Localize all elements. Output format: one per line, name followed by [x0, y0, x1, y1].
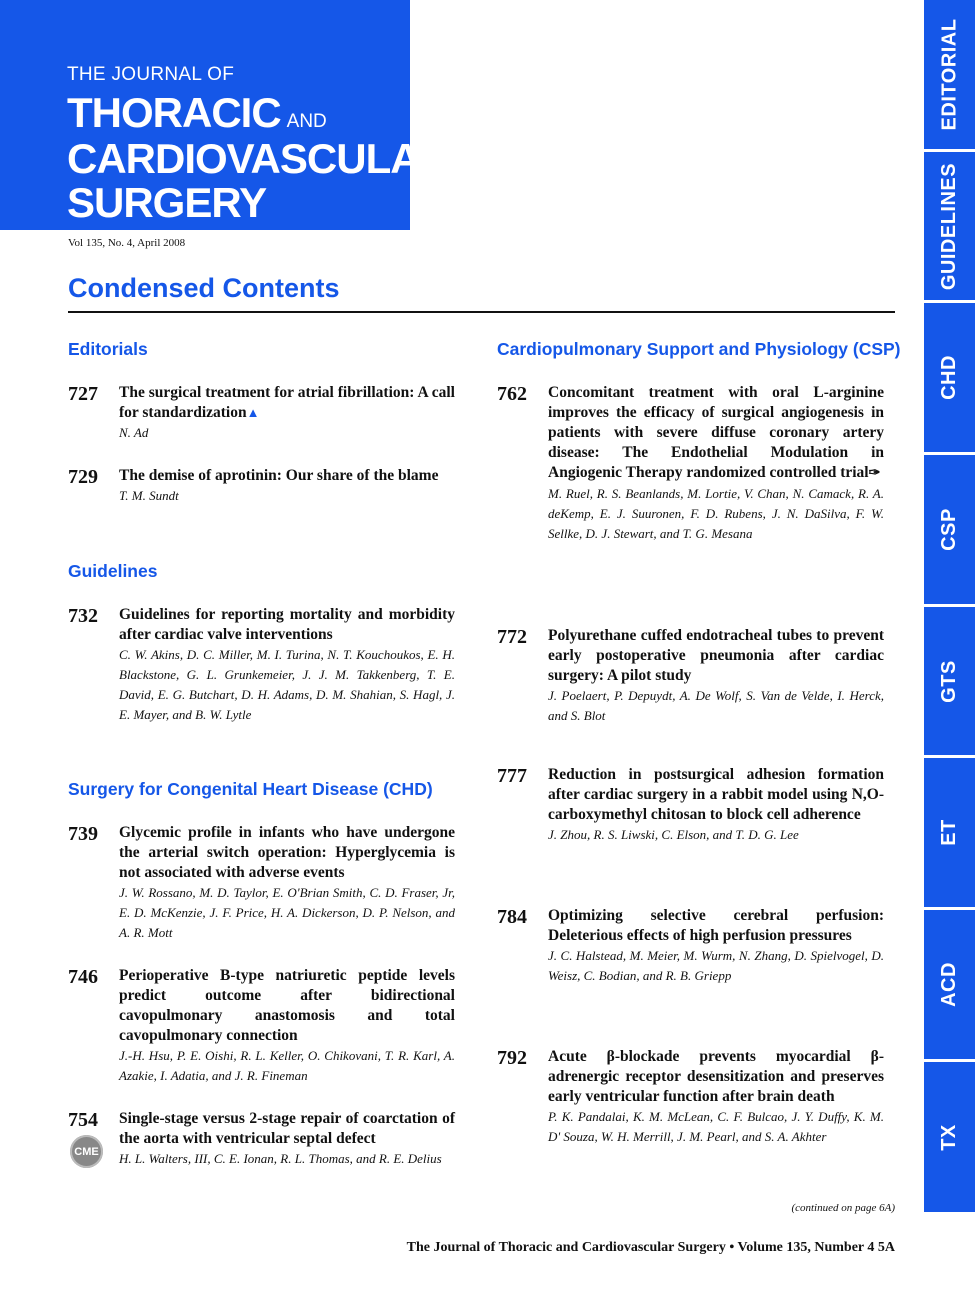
article-title[interactable]: Acute β-blockade prevents myocardial β-adrenergic receptor desensitization and preserves early ventricular function after brain death: [548, 1048, 884, 1105]
section-heading-editorials: Editorials: [68, 339, 148, 359]
article-authors: N. Ad: [119, 425, 149, 440]
section-tabs: [924, 0, 975, 1212]
tab-editorial[interactable]: EDITORIAL: [924, 0, 975, 149]
tab-et[interactable]: ET: [924, 758, 975, 907]
article-authors: J. Zhou, R. S. Liwski, C. Elson, and T. D. G. Lee: [548, 827, 799, 842]
triangle-icon: ▲: [246, 405, 260, 420]
tab-tx[interactable]: TX: [924, 1062, 975, 1212]
article-authors: H. L. Walters, III, C. E. Ionan, R. L. Thomas, and R. E. Delius: [119, 1151, 442, 1166]
article-title[interactable]: Polyurethane cuffed endotracheal tubes to prevent early postoperative pneumonia after cardiac surgery: A pilot study: [548, 627, 884, 684]
article-title[interactable]: The surgical treatment for atrial fibrillation: A call for standardization▲: [119, 384, 455, 421]
volume-info: Vol 135, No. 4, April 2008: [68, 237, 186, 249]
page-number: 732: [68, 605, 98, 627]
contents-title: Condensed Contents: [68, 273, 340, 303]
article-title[interactable]: Perioperative B-type natriuretic peptide levels predict outcome after bidirectional cavopulmonary anastomosis and total cavopulmonary connection: [119, 967, 455, 1044]
tab-csp[interactable]: CSP: [924, 455, 975, 604]
tab-chd[interactable]: CHD: [924, 303, 975, 452]
article-authors: T. M. Sundt: [119, 488, 179, 503]
continued-note: (continued on page 6A): [791, 1202, 895, 1214]
journal-masthead: [0, 0, 449, 230]
masthead-thoracic: THORACIC: [67, 89, 281, 136]
article-title[interactable]: The demise of aprotinin: Our share of the blame: [119, 467, 439, 484]
article-authors: J.-H. Hsu, P. E. Oishi, R. L. Keller, O. Chikovani, T. R. Karl, A. Azakie, I. Adatia, and J. R. Fineman: [119, 1048, 455, 1083]
page-number: 746: [68, 966, 98, 988]
page-number: 792: [497, 1047, 527, 1069]
page-number: 729: [68, 466, 98, 488]
masthead-line-3: CARDIOVASCULAR: [67, 135, 449, 182]
article-authors: J. Poelaert, P. Depuydt, A. De Wolf, S. Van de Velde, I. Herck, and S. Blot: [548, 688, 884, 723]
section-heading-csp: Cardiopulmonary Support and Physiology (CSP): [497, 339, 901, 359]
article-authors: C. W. Akins, D. C. Miller, M. I. Turina, N. T. Kouchoukos, E. H. Blackstone, G. L. Grunkemeier, J. J. M. Takkenberg, T. E. David, E. G. Butchart, D. H. Adams, D. M. Shahian, S. Hagl, J. E. Mayer, and B. W. Lytle: [119, 647, 455, 722]
page-number: 739: [68, 823, 98, 845]
masthead-line-4: SURGERY: [67, 179, 267, 226]
masthead-and: AND: [286, 111, 327, 132]
article-title[interactable]: Concomitant treatment with oral L-arginine improves the efficacy of surgical angiogenesis in patients with severe diffuse coronary artery disease: The Endothelial Modulation in Angiogenic Therapy randomized controlled trial✑: [548, 384, 884, 481]
page-number: 772: [497, 626, 527, 648]
page-number: 754: [68, 1109, 98, 1131]
tab-acd[interactable]: ACD: [924, 910, 975, 1059]
pen-icon: ✑: [868, 466, 881, 481]
cme-badge-icon: CME: [70, 1135, 103, 1168]
masthead-line-1: THE JOURNAL OF: [67, 64, 235, 85]
page-number: 727: [68, 383, 98, 405]
page-number: 784: [497, 906, 527, 928]
article-authors: J. C. Halstead, M. Meier, M. Wurm, N. Zhang, D. Spielvogel, D. Weisz, C. Bodian, and R. B. Griepp: [548, 948, 884, 983]
page-number: 777: [497, 765, 527, 787]
article-authors: J. W. Rossano, M. D. Taylor, E. O'Brian Smith, C. D. Fraser, Jr, E. D. McKenzie, J. F. Price, H. A. Dickerson, D. P. Nelson, and A. R. Mott: [119, 885, 455, 940]
article-title[interactable]: Glycemic profile in infants who have undergone the arterial switch operation: Hyperglycemia is not associated with adverse events: [119, 824, 455, 881]
article-authors: P. K. Pandalai, K. M. McLean, C. F. Bulcao, J. Y. Duffy, K. M. D' Souza, W. H. Merrill, J. M. Pearl, and S. A. Akhter: [548, 1109, 884, 1144]
article-title[interactable]: Guidelines for reporting mortality and morbidity after cardiac valve interventions: [119, 606, 455, 643]
page-number: 762: [497, 383, 527, 405]
title-rule: [68, 311, 895, 313]
tab-guidelines[interactable]: GUIDELINES: [924, 152, 975, 300]
masthead-line-2: [67, 89, 327, 136]
article-authors: M. Ruel, R. S. Beanlands, M. Lortie, V. Chan, N. Camack, R. A. deKemp, E. J. Suuronen, F. D. Rubens, J. N. DaSilva, F. W. Sellke, D. J. Stewart, and T. G. Mesana: [548, 486, 884, 541]
article-title[interactable]: Optimizing selective cerebral perfusion: Deleterious effects of high perfusion pressures: [548, 907, 884, 944]
section-heading-chd: Surgery for Congenital Heart Disease (CHD): [68, 779, 433, 799]
article-title[interactable]: Reduction in postsurgical adhesion formation after cardiac surgery in a rabbit model using N,O-carboxymethyl chitosan to block cell adherence: [548, 766, 884, 823]
article-title[interactable]: Single-stage versus 2-stage repair of coarctation of the aorta with ventricular septal defect: [119, 1110, 455, 1147]
section-heading-guidelines: Guidelines: [68, 561, 158, 581]
tab-gts[interactable]: GTS: [924, 607, 975, 755]
page-footer: The Journal of Thoracic and Cardiovascular Surgery • Volume 135, Number 4 5A: [406, 1240, 895, 1255]
